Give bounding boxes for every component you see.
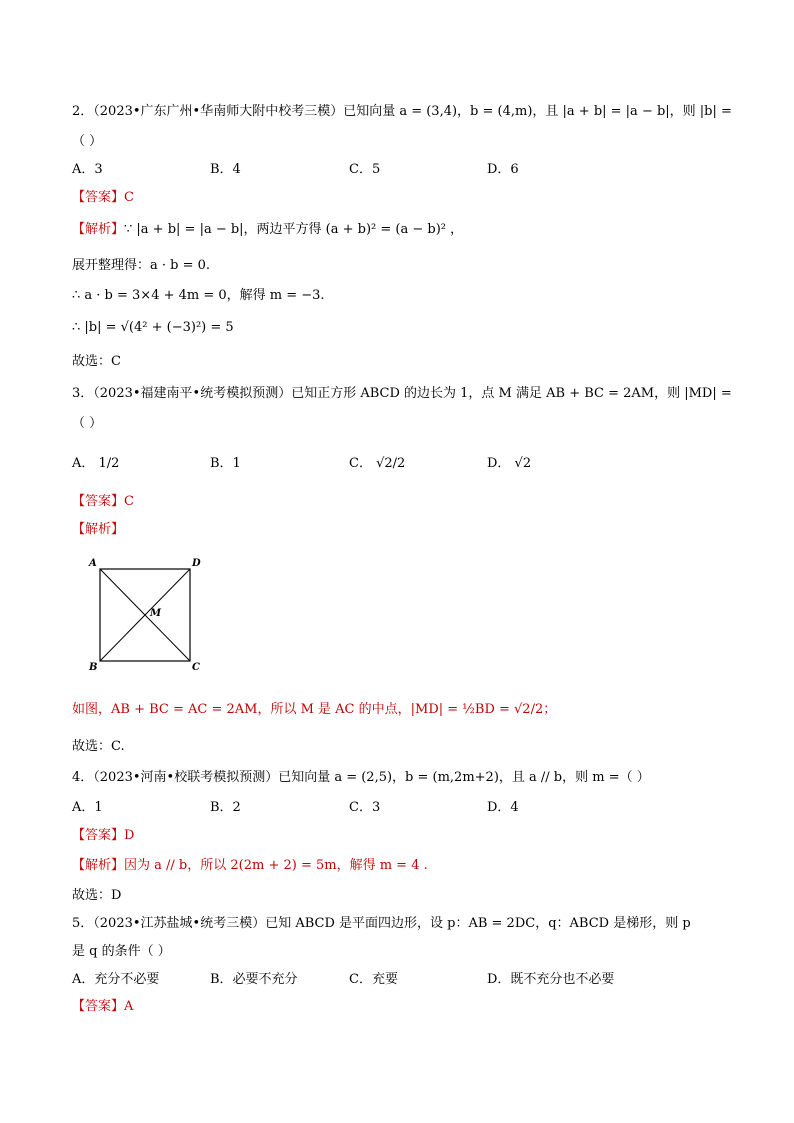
q3-answer-value: C bbox=[124, 494, 134, 509]
q4-answer-row bbox=[72, 826, 134, 846]
q4-option-b: B．2 bbox=[210, 800, 241, 815]
q5-answer-label: 【答案】 bbox=[72, 999, 125, 1014]
q3-option-c: C． √2/2 bbox=[349, 456, 406, 471]
q4-analysis-label: 【解析】 bbox=[72, 858, 125, 873]
q2-analysis-text-1: ∵ |a + b| = |a − b|，两边平方得 (a + b)² = (a − b)² ， bbox=[124, 222, 464, 237]
q2-analysis-text-4: ∴ |b| = √(4² + (−3)²) = 5 bbox=[72, 320, 234, 335]
q2-analysis-label: 【解析】 bbox=[72, 222, 125, 237]
q2-answer-row bbox=[72, 188, 134, 208]
q2-option-d: D．6 bbox=[487, 162, 519, 177]
q3-analysis-label: 【解析】 bbox=[72, 522, 125, 537]
q3-choose: 故选：C. bbox=[72, 739, 125, 754]
q2-stem: 2．（2023•广东广州•华南师大附中校考三模）已知向量 a = (3,4)，b = (4,m)，且 |a + b| = |a − b|，则 |b| = bbox=[72, 104, 732, 119]
q4-option-d: D．4 bbox=[487, 800, 519, 815]
label-c: C bbox=[192, 662, 200, 671]
label-m: M bbox=[150, 608, 162, 619]
q2-option-b: B．4 bbox=[210, 162, 241, 177]
q2-analysis-text-2: 展开整理得：a · b = 0. bbox=[72, 258, 211, 273]
q4-option-a: A．1 bbox=[72, 800, 103, 815]
q2-analysis-text-3: ∴ a · b = 3×4 + 4m = 0，解得 m = −3. bbox=[72, 288, 325, 303]
q5-stem: 5．（2023•江苏盐城•统考三模）已知 ABCD 是平面四边形，设 p：AB = 2DC，q：ABCD 是梯形，则 p bbox=[72, 916, 691, 931]
q3-option-d: D． √2 bbox=[487, 456, 532, 471]
q3-paren: （ ） bbox=[72, 416, 103, 431]
label-a: A bbox=[89, 558, 97, 569]
q4-answer-label: 【答案】 bbox=[72, 828, 125, 843]
q5-answer-value: A bbox=[124, 999, 134, 1014]
q2-answer-value: C bbox=[124, 190, 134, 205]
q4-answer-value: D bbox=[124, 828, 135, 843]
q2-analysis-row bbox=[72, 220, 463, 240]
q4-analysis-text-1: 因为 a // b，所以 2(2m + 2) = 5m，解得 m = 4 . bbox=[124, 858, 428, 873]
q5-option-b: B．必要不充分 bbox=[210, 972, 298, 987]
q5-option-d: D．既不充分也不必要 bbox=[487, 972, 615, 987]
q4-option-c: C．3 bbox=[349, 800, 381, 815]
q2-choose: 故选：C bbox=[72, 354, 121, 369]
label-b: B bbox=[89, 662, 98, 671]
q3-answer-row bbox=[72, 492, 134, 512]
q4-choose: 故选：D bbox=[72, 888, 122, 903]
q5-option-c: C．充要 bbox=[349, 972, 398, 987]
q5-stem-2: 是 q 的条件（ ） bbox=[72, 944, 171, 959]
q3-analysis-row bbox=[72, 520, 124, 540]
q5-option-a: A．充分不必要 bbox=[72, 972, 160, 987]
q3-option-a: A． 1/2 bbox=[72, 456, 120, 471]
q5-answer-row bbox=[72, 997, 133, 1017]
q4-stem: 4．（2023•河南•校联考模拟预测）已知向量 a = (2,5)，b = (m,2m+2)，且 a // b，则 m =（ ） bbox=[72, 770, 650, 785]
q3-stem: 3．（2023•福建南平•统考模拟预测）已知正方形 ABCD 的边长为 1，点 M 满足 AB + BC = 2AM，则 |MD| = bbox=[72, 386, 732, 401]
q3-option-b: B．1 bbox=[210, 456, 241, 471]
label-d: D bbox=[192, 558, 201, 569]
q2-option-c: C．5 bbox=[349, 162, 381, 177]
q3-answer-label: 【答案】 bbox=[72, 494, 125, 509]
q2-answer-label: 【答案】 bbox=[72, 190, 125, 205]
q4-analysis-row bbox=[72, 856, 428, 876]
q3-analysis-text-1: 如图，AB + BC = AC = 2AM，所以 M 是 AC 的中点，|MD| = ½BD = √2/2； bbox=[72, 702, 557, 717]
square-figure bbox=[84, 553, 214, 671]
q2-option-a: A．3 bbox=[72, 162, 103, 177]
q2-paren: （ ） bbox=[72, 134, 103, 149]
